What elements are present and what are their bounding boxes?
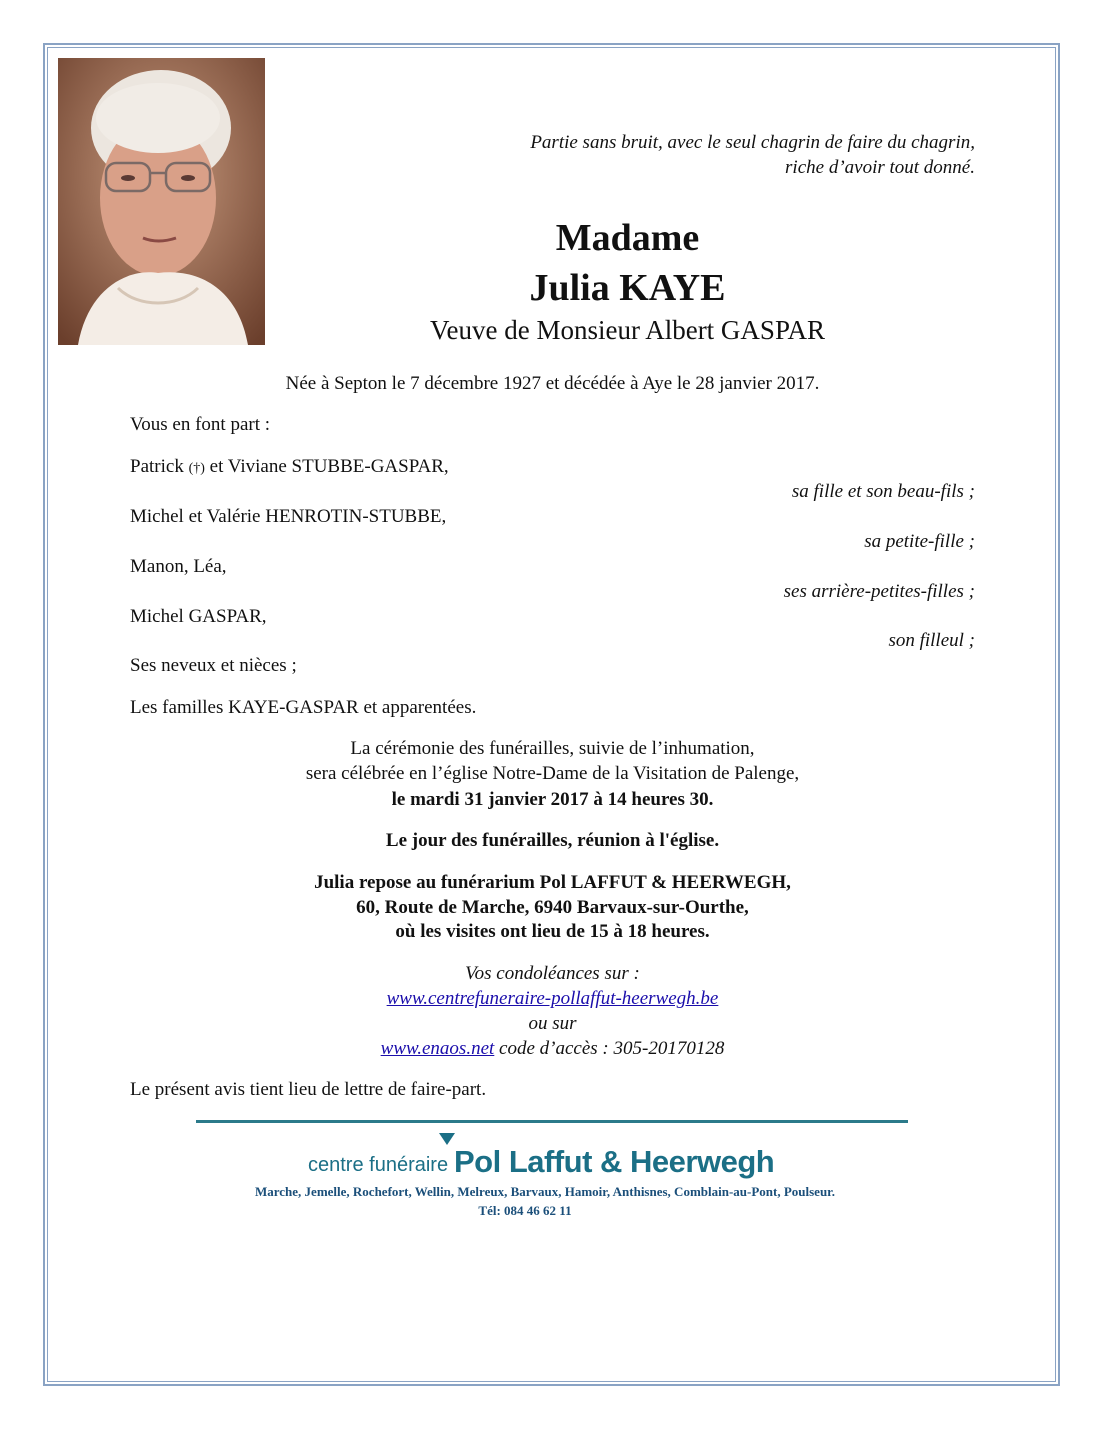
condolences-or: ou sur bbox=[528, 1013, 577, 1034]
meeting-line: Le jour des funérailles, réunion à l'église. bbox=[385, 830, 720, 851]
ceremony-line-2: sera célébrée en l’église Notre-Dame de la Visitation de Palenge, bbox=[305, 763, 800, 784]
family-row-4: Michel GASPAR, bbox=[130, 606, 267, 627]
family-row-3: Manon, Léa, bbox=[130, 556, 227, 577]
family-row-5: Ses neveux et nièces ; bbox=[130, 655, 297, 676]
condolences-link-row-2 bbox=[0, 1038, 1105, 1060]
family-row-2: Michel et Valérie HENROTIN-STUBBE, bbox=[130, 506, 447, 527]
deceased-name: Julia KAYE bbox=[529, 267, 726, 309]
relation-3: ses arrière-petites-filles ; bbox=[783, 581, 975, 602]
funerarium-line-3: où les visites ont lieu de 15 à 18 heures. bbox=[395, 921, 710, 942]
relation-4: son filleul ; bbox=[888, 630, 975, 651]
widow-of-line: Veuve de Monsieur Albert GASPAR bbox=[430, 315, 825, 345]
ceremony-line-1: La cérémonie des funérailles, suivie de l’inhumation, bbox=[350, 738, 755, 759]
logo-arrow-icon bbox=[439, 1133, 455, 1145]
closing-line: Le présent avis tient lieu de lettre de faire-part. bbox=[130, 1079, 487, 1100]
funerarium-line-2: 60, Route de Marche, 6940 Barvaux-sur-Ourthe, bbox=[356, 897, 749, 918]
family-row-6: Les familles KAYE-GASPAR et apparentées. bbox=[130, 697, 477, 718]
family-row-patrick bbox=[130, 456, 449, 480]
epigraph bbox=[375, 130, 975, 180]
funerarium-line-1: Julia repose au funérarium Pol LAFFUT & HEERWEGH, bbox=[314, 872, 791, 893]
relation-2: sa petite-fille ; bbox=[864, 531, 975, 552]
deceased-title: Madame bbox=[555, 217, 700, 259]
epigraph-line-2: riche d’avoir tout donné. bbox=[785, 157, 975, 178]
logo-subtitle: centre funéraire bbox=[308, 1154, 449, 1176]
ceremony-date: le mardi 31 janvier 2017 à 14 heures 30. bbox=[391, 789, 714, 810]
condolences-link-row-1 bbox=[0, 988, 1105, 1010]
patrick-rest: et Viviane STUBBE-GASPAR, bbox=[209, 456, 449, 477]
relation-1: sa fille et son beau-fils ; bbox=[791, 481, 975, 502]
condolences-intro: Vos condoléances sur : bbox=[465, 963, 640, 984]
announcement-intro: Vous en font part : bbox=[130, 414, 271, 435]
condolences-link-enaos[interactable]: www.enaos.net bbox=[380, 1038, 495, 1059]
footer-towns: Marche, Jemelle, Rochefort, Wellin, Melreux, Barvaux, Hamoir, Anthisnes, Comblain-au-Pont, Poulseur. bbox=[254, 1184, 836, 1199]
epigraph-line-1: Partie sans bruit, avec le seul chagrin de faire du chagrin, bbox=[530, 132, 975, 153]
access-code: code d’accès : 305-20170128 bbox=[499, 1038, 725, 1059]
footer-phone: Tél: 084 46 62 11 bbox=[478, 1203, 572, 1218]
condolences-link-funeral-center[interactable]: www.centrefuneraire-pollaffut-heerwegh.be bbox=[386, 988, 719, 1009]
deceased-cross: (†) bbox=[188, 461, 205, 476]
birth-death-line: Née à Septon le 7 décembre 1927 et décédée à Aye le 28 janvier 2017. bbox=[285, 373, 820, 394]
footer-divider bbox=[196, 1120, 908, 1123]
logo-brand-name: Pol Laffut & Heerwegh bbox=[454, 1144, 775, 1179]
patrick-name: Patrick bbox=[130, 456, 184, 477]
